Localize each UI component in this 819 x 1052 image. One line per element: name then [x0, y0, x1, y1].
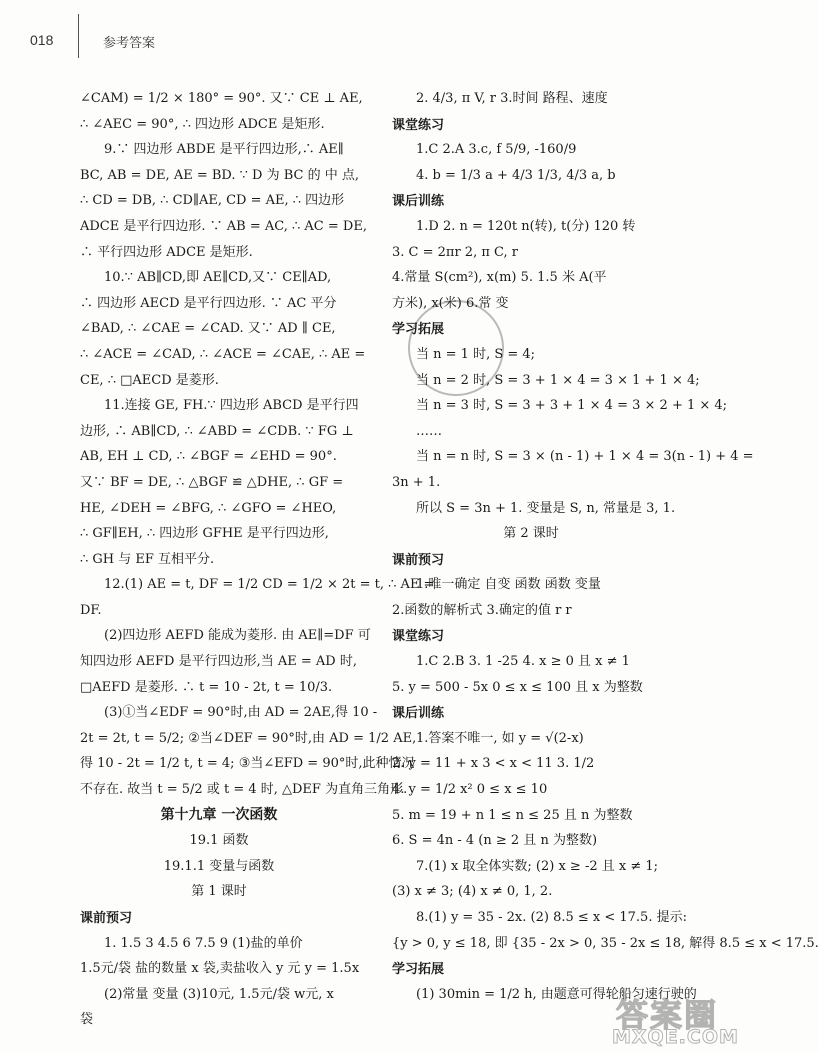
- text-line: ∠BAD, ∴ ∠CAE = ∠CAD. 又∵ AD ∥ CE,: [80, 321, 336, 337]
- text-line: ∴ ∠AEC = 90°, ∴ 四边形 ADCE 是矩形.: [80, 116, 325, 132]
- text-line: 第十九章 一次函数: [160, 806, 278, 823]
- text-line: (2)常量 变量 (3)10元, 1.5元/袋 w元, x: [104, 986, 334, 1002]
- text-line: 袋: [80, 1012, 94, 1028]
- text-line: 1.C 2.A 3.c, f 5/9, -160/9: [416, 142, 577, 158]
- section-heading: 学习拓展: [392, 321, 445, 337]
- watermark-text: 答案圈: [616, 996, 719, 1034]
- text-line: 方米), x(米) 6.常 变: [392, 295, 509, 311]
- watermark-logo: [610, 990, 745, 1050]
- text-line: 当 n = 2 时, S = 3 + 1 × 4 = 3 × 1 + 1 × 4;: [416, 372, 700, 388]
- text-line: BC, AB = DE, AE = BD. ∵ D 为 BC 的 中 点,: [80, 167, 359, 183]
- text-line: 2.函数的解析式 3.确定的值 r r: [392, 602, 572, 618]
- text-line: ∴ GF∥EH, ∴ 四边形 GFHE 是平行四边形,: [80, 526, 329, 542]
- text-line: 19.1 函数: [189, 833, 249, 849]
- text-line: ∴ ∠ACE = ∠CAD, ∴ ∠ACE = ∠CAE, ∴ AE =: [80, 346, 366, 362]
- text-line: 5. m = 19 + n 1 ≤ n ≤ 25 且 n 为整数: [392, 807, 633, 823]
- text-line: 4. b = 1/3 a + 4/3 1/3, 4/3 a, b: [416, 167, 616, 183]
- text-line: 10.∵ AB∥CD,即 AE∥CD,又∵ CE∥AD,: [104, 270, 332, 286]
- text-line: 1.C 2.B 3. 1 -25 4. x ≥ 0 且 x ≠ 1: [416, 654, 630, 670]
- text-line: 3. C = 2πr 2, π C, r: [392, 244, 518, 260]
- text-line: (2)四边形 AEFD 能成为菱形. 由 AE∥=DF 可: [104, 628, 371, 644]
- text-line: 1. 1.5 3 4.5 6 7.5 9 (1)盐的单价: [104, 935, 303, 951]
- right-column: [392, 86, 819, 1007]
- text-line: 11.连接 GE, FH.∵ 四边形 ABCD 是平行四: [104, 398, 359, 414]
- text-line: 第 1 课时: [191, 884, 247, 900]
- text-line: 19.1.1 变量与函数: [163, 858, 275, 874]
- text-line: 1.D 2. n = 120t n(转), t(分) 120 转: [416, 218, 636, 234]
- text-line: 所以 S = 3n + 1. 变量是 S, n, 常量是 3, 1.: [416, 500, 676, 516]
- text-line: 12.(1) AE = t, DF = 1/2 CD = 1/2 × 2t = t, ∴ AE =: [104, 577, 435, 593]
- section-heading: 课前预习: [392, 551, 445, 567]
- text-line: 1.5元/袋 盐的数量 x 袋,卖盐收入 y 元 y = 1.5x: [80, 961, 360, 977]
- page-number: 018: [30, 32, 54, 48]
- text-line: 第 2 课时: [503, 526, 559, 542]
- watermark-url: MXQE.COM: [612, 1026, 739, 1048]
- text-line: HE, ∠DEH = ∠BFG, ∴ ∠GFO = ∠HEO,: [80, 500, 337, 516]
- text-line: 1.答案不唯一, 如 y = √(2-x): [416, 730, 584, 746]
- text-line: ADCE 是平行四边形. ∵ AB = AC, ∴ AC = DE,: [80, 218, 367, 234]
- text-line: ∴ CD = DB, ∴ CD∥AE, CD = AE, ∴ 四边形: [80, 193, 345, 209]
- text-line: CE, ∴ □AECD 是菱形.: [80, 372, 219, 388]
- text-line: 4. y = 1/2 x² 0 ≤ x ≤ 10: [392, 782, 548, 798]
- text-line: ∴ GH 与 EF 互相平分.: [80, 551, 215, 567]
- section-heading: 课堂练习: [392, 628, 445, 644]
- text-line: (1) 30min = 1/2 h, 由题意可得轮船匀速行驶的: [416, 986, 697, 1002]
- text-line: 当 n = 1 时, S = 4;: [416, 346, 536, 362]
- text-line: 2. y = 11 + x 3 < x < 11 3. 1/2: [392, 756, 595, 772]
- text-line: DF.: [80, 602, 102, 618]
- section-heading: 课后训练: [392, 193, 445, 209]
- header-divider: [78, 14, 79, 58]
- text-line: AB, EH ⊥ CD, ∴ ∠BGF = ∠EHD = 90°.: [80, 449, 337, 465]
- section-heading: 课后训练: [392, 705, 445, 721]
- text-line: 6. S = 4n - 4 (n ≥ 2 且 n 为整数): [392, 833, 598, 849]
- text-line: ∠CAM) = 1/2 × 180° = 90°. 又∵ CE ⊥ AE,: [80, 91, 363, 106]
- text-line: 又∵ BF = DE, ∴ △BGF ≌ △DHE, ∴ GF =: [80, 474, 344, 490]
- header-title: 参考答案: [103, 36, 156, 51]
- text-line: 2t = 2t, t = 5/2; ②当∠DEF = 90°时,由 AD = 1/2 AE,: [80, 730, 417, 746]
- text-line: 1.唯一确定 自变 函数 函数 变量: [416, 577, 601, 593]
- text-line: 当 n = n 时, S = 3 × (n - 1) + 1 × 4 = 3(n - 1) + 4 =: [416, 449, 754, 465]
- text-line: 知四边形 AEFD 是平行四边形,当 AE = AD 时,: [80, 654, 357, 670]
- text-line: 当 n = 3 时, S = 3 + 3 + 1 × 4 = 3 × 2 + 1 × 4;: [416, 398, 728, 414]
- text-line: ∴ 平行四边形 ADCE 是矩形.: [80, 244, 253, 260]
- text-line: 4.常量 S(cm²), x(m) 5. 1.5 米 A(平: [392, 270, 607, 286]
- text-line: 3n + 1.: [392, 474, 441, 490]
- text-line: 不存在. 故当 t = 5/2 或 t = 4 时, △DEF 为直角三角形.: [80, 782, 408, 798]
- text-line: 2. 4/3, π V, r 3.时间 路程、速度: [416, 91, 608, 106]
- page-header: [0, 0, 750, 70]
- text-line: (3)①当∠EDF = 90°时,由 AD = 2AE,得 10 -: [104, 705, 378, 721]
- text-line: {y > 0, y ≤ 18, 即 {35 - 2x > 0, 35 - 2x ≤ 18, 解得 8.5 ≤ x < 17.5.: [392, 935, 819, 951]
- text-line: 7.(1) x 取全体实数; (2) x ≥ -2 且 x ≠ 1;: [416, 858, 659, 874]
- section-heading: 课前预习: [80, 910, 133, 925]
- text-line: 8.(1) y = 35 - 2x. (2) 8.5 ≤ x < 17.5. 提示:: [416, 910, 687, 925]
- text-line: 9.∵ 四边形 ABDE 是平行四边形,∴ AE∥: [104, 142, 344, 158]
- text-line: 得 10 - 2t = 1/2 t, t = 4; ③当∠EFD = 90°时,此种情况: [80, 756, 415, 772]
- text-line: ……: [416, 423, 442, 439]
- text-line: ∴ 四边形 AECD 是平行四边形. ∵ AC 平分: [80, 295, 337, 311]
- text-line: (3) x ≠ 3; (4) x ≠ 0, 1, 2.: [392, 884, 553, 900]
- section-heading: 学习拓展: [392, 961, 445, 977]
- text-line: 边形, ∴ AB∥CD, ∴ ∠ABD = ∠CDB. ∵ FG ⊥: [80, 423, 354, 439]
- text-line: □AEFD 是菱形. ∴ t = 10 - 2t, t = 10/3.: [80, 679, 333, 695]
- section-heading: 课堂练习: [392, 116, 445, 132]
- text-line: 5. y = 500 - 5x 0 ≤ x ≤ 100 且 x 为整数: [392, 679, 643, 695]
